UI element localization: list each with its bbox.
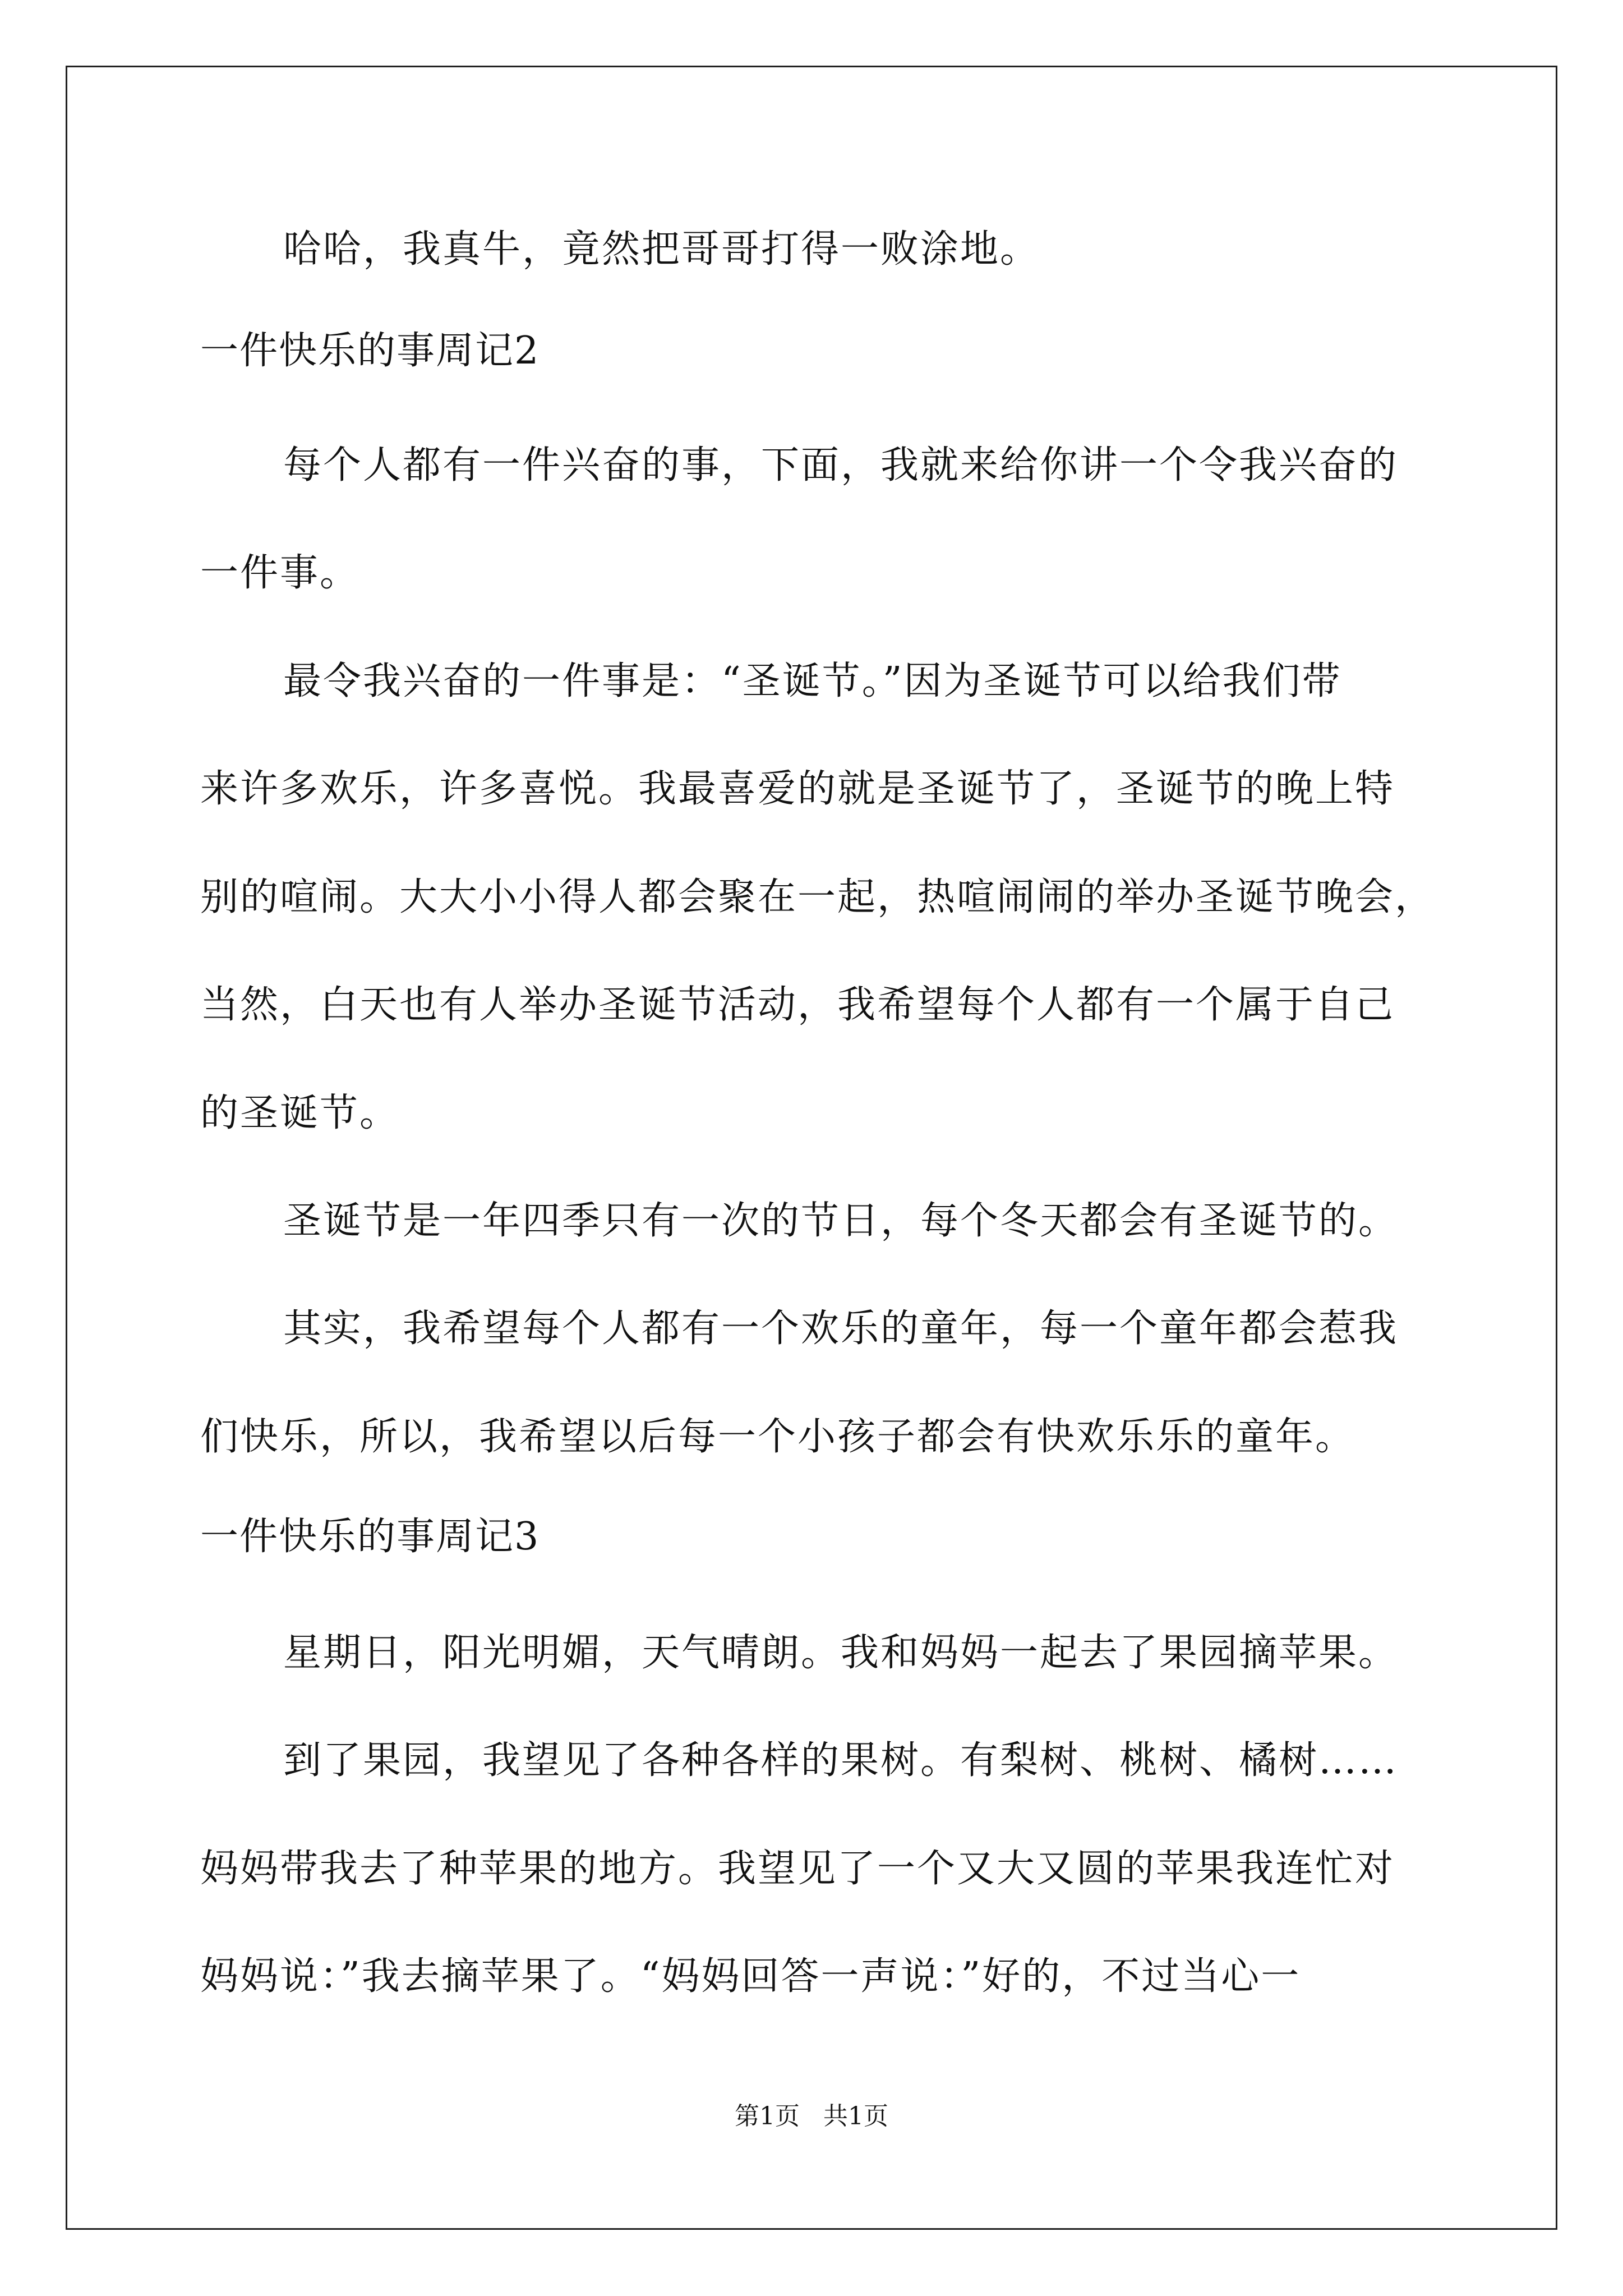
paragraph-line: 别的喧闹。大大小小得人都会聚在一起，热喧闹闹的举办圣诞节晚会， <box>200 875 1435 919</box>
paragraph-line: 一件事。 <box>200 551 360 595</box>
paragraph-line: 最令我兴奋的一件事是：“圣诞节。”因为圣诞节可以给我们带 <box>283 659 1342 703</box>
page-border <box>66 66 1557 2230</box>
section-heading: 一件快乐的事周记3 <box>200 1515 540 1559</box>
paragraph-line: 妈妈带我去了种苹果的地方。我望见了一个又大又圆的苹果我连忙对 <box>200 1847 1395 1891</box>
paragraph-line: 到了果园，我望见了各种各样的果树。有梨树、桃树、橘树…… <box>283 1738 1399 1783</box>
paragraph-line: 哈哈，我真牛，竟然把哥哥打得一败涂地。 <box>283 227 1040 272</box>
paragraph-line: 的圣诞节。 <box>200 1091 400 1135</box>
paragraph-line: 当然，白天也有人举办圣诞节活动，我希望每个人都有一个属于自己 <box>200 983 1395 1027</box>
paragraph-line: 每个人都有一件兴奋的事，下面，我就来给你讲一个令我兴奋的 <box>283 443 1399 487</box>
paragraph-line: 星期日，阳光明媚，天气晴朗。我和妈妈一起去了果园摘苹果。 <box>283 1631 1399 1675</box>
paragraph-line: 其实，我希望每个人都有一个欢乐的童年，每一个童年都会惹我 <box>283 1306 1399 1351</box>
paragraph-line: 们快乐，所以，我希望以后每一个小孩子都会有快欢乐乐的童年。 <box>200 1415 1355 1459</box>
paragraph-line: 妈妈说：”我去摘苹果了。“妈妈回答一声说：”好的，不过当心一 <box>200 1954 1301 1999</box>
paragraph-line: 来许多欢乐，许多喜悦。我最喜爱的就是圣诞节了，圣诞节的晚上特 <box>200 767 1395 811</box>
section-heading: 一件快乐的事周记2 <box>200 329 540 373</box>
page-footer: 第1页 共1页 <box>735 2102 888 2131</box>
paragraph-line: 圣诞节是一年四季只有一次的节日，每个冬天都会有圣诞节的。 <box>283 1199 1399 1243</box>
